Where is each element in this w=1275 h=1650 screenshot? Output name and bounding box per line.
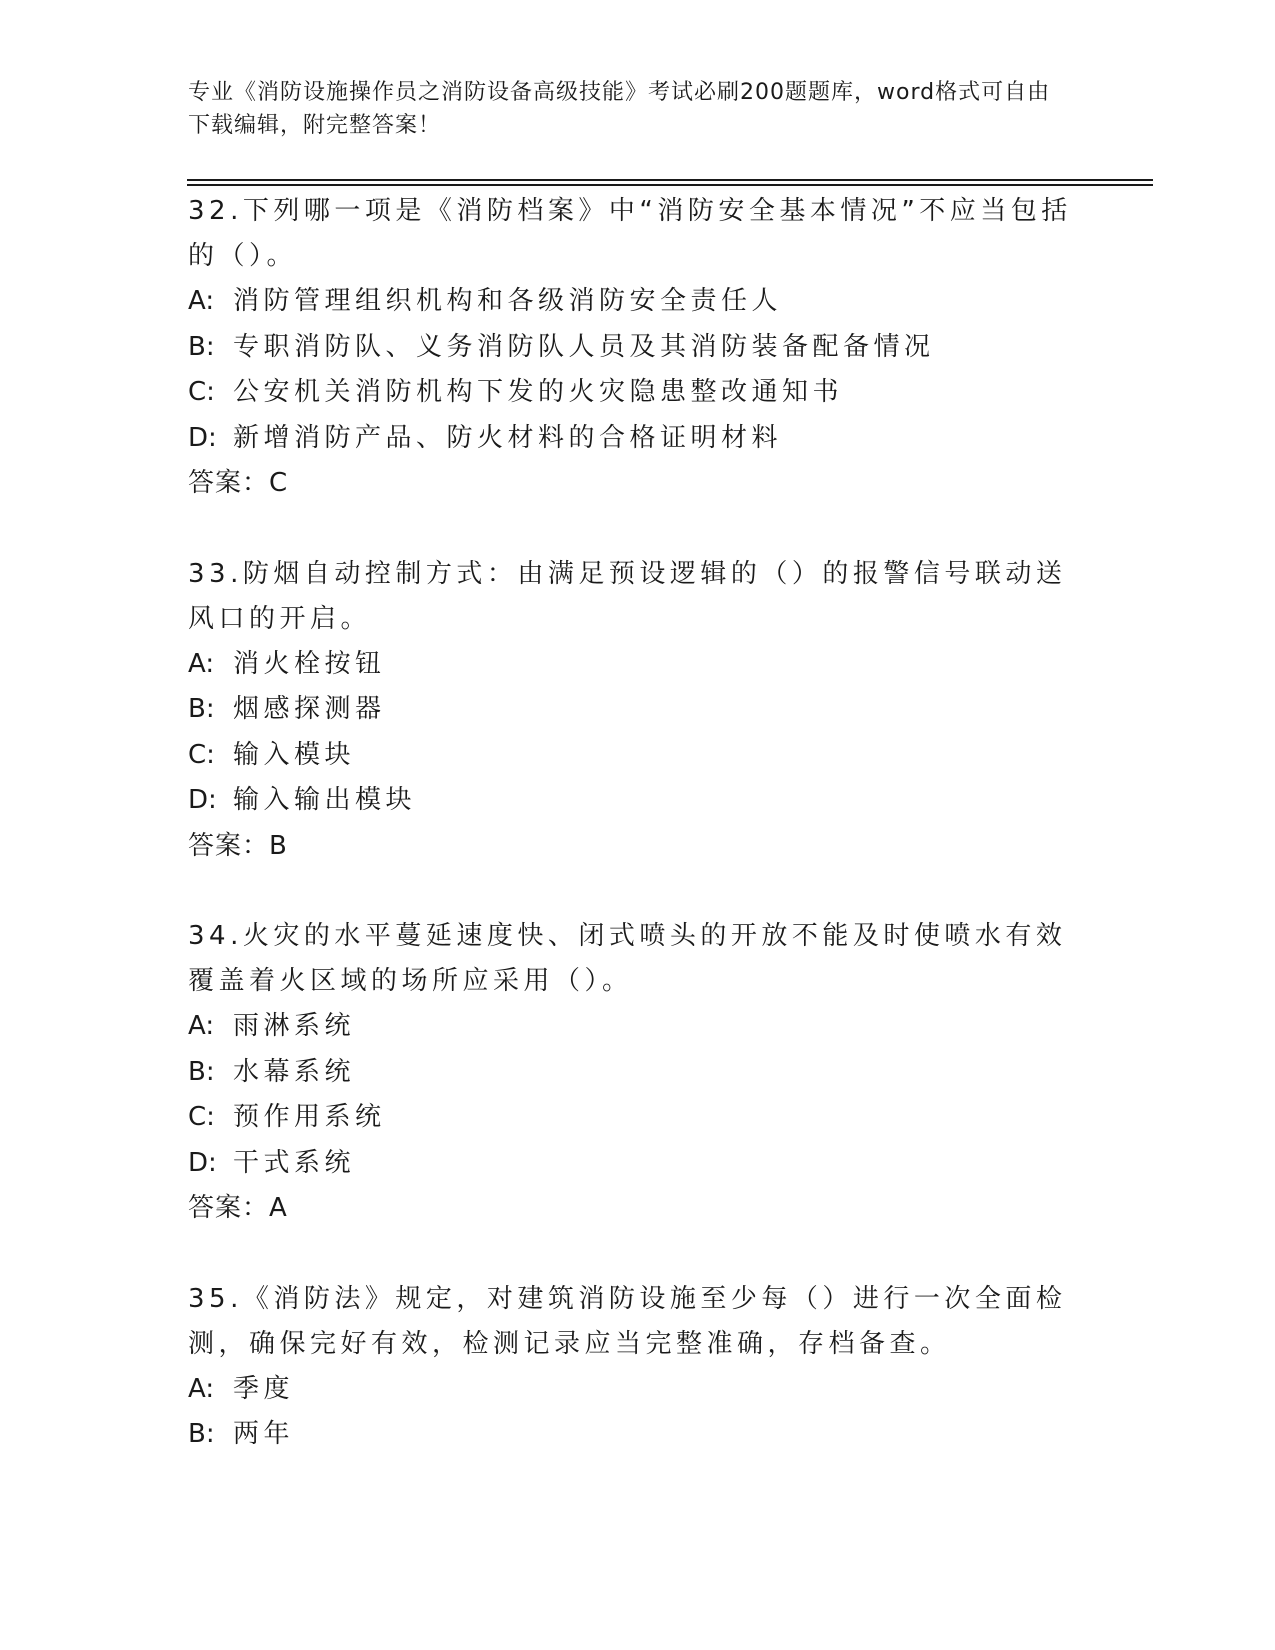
option-letter: C:: [188, 739, 215, 770]
answer-line: 答案：B: [188, 830, 288, 861]
option-text: 公安机关消防机构下发的火灾隐患整改通知书: [233, 377, 844, 407]
document-header: 专业《消防设施操作员之消防设备高级技能》考试必刷200题题库，word格式可自由下载编辑，附完整答案！: [188, 80, 1051, 138]
option-letter: C:: [188, 377, 215, 407]
answer-line: 答案：A: [188, 1193, 288, 1223]
option-text: 季度: [233, 1373, 295, 1404]
option-c: [188, 1095, 1088, 1141]
option-letter: D:: [188, 422, 217, 453]
option-text: 雨淋系统: [233, 1011, 356, 1041]
question-32: [188, 189, 1088, 507]
option-text: 消防管理组织机构和各级消防安全责任人: [233, 286, 783, 316]
question-stem: 32.下列哪一项是《消防档案》中“消防安全基本情况”不应当包括的（）。: [188, 196, 1072, 271]
option-text: 两年: [233, 1419, 295, 1449]
option-text: 水幕系统: [233, 1056, 356, 1087]
option-b: [188, 1050, 1088, 1096]
question-list: [188, 189, 1088, 1458]
option-b: [188, 325, 1088, 371]
option-text: 干式系统: [233, 1147, 356, 1178]
option-c: [188, 370, 1088, 416]
option-d: [188, 778, 1088, 824]
option-text: 输入模块: [233, 739, 356, 770]
question-35: [188, 1277, 1088, 1458]
option-letter: A:: [188, 648, 215, 679]
option-letter: D:: [188, 785, 217, 815]
question-stem: 34.火灾的水平蔓延速度快、闭式喷头的开放不能及时使喷水有效覆盖着火区域的场所应采用（）。: [188, 921, 1067, 996]
option-text: 输入输出模块: [233, 785, 417, 815]
question-34: [188, 914, 1088, 1232]
option-d: [188, 1141, 1088, 1187]
option-letter: A:: [188, 1011, 215, 1041]
option-letter: D:: [188, 1147, 217, 1178]
option-text: 专职消防队、义务消防队人员及其消防装备配备情况: [233, 331, 935, 362]
option-a: [188, 642, 1088, 688]
question-stem: 33.防烟自动控制方式：由满足预设逻辑的（）的报警信号联动送风口的开启。: [188, 558, 1067, 634]
option-letter: B:: [188, 1056, 215, 1087]
option-text: 消火栓按钮: [233, 648, 386, 679]
option-b: [188, 1412, 1088, 1458]
option-text: 新增消防产品、防火材料的合格证明材料: [233, 422, 783, 453]
option-d: [188, 416, 1088, 462]
header-divider-bottom: [187, 184, 1153, 186]
option-letter: A:: [188, 1373, 215, 1404]
answer-line: 答案：C: [188, 468, 289, 498]
option-letter: B:: [188, 1419, 215, 1449]
option-a: [188, 1004, 1088, 1050]
option-text: 烟感探测器: [233, 694, 386, 724]
option-c: [188, 733, 1088, 779]
question-stem: 35.《消防法》规定，对建筑消防设施至少每（）进行一次全面检测，确保完好有效，检测记录应当完整准确，存档备查。: [188, 1283, 1067, 1359]
header-divider-top: [187, 179, 1153, 181]
option-a: [188, 1367, 1088, 1413]
option-letter: C:: [188, 1102, 215, 1132]
option-letter: A:: [188, 286, 215, 316]
question-33: [188, 552, 1088, 870]
option-text: 预作用系统: [233, 1102, 386, 1132]
option-letter: B:: [188, 331, 215, 362]
option-letter: B:: [188, 694, 215, 724]
option-b: [188, 687, 1088, 733]
option-a: [188, 279, 1088, 325]
